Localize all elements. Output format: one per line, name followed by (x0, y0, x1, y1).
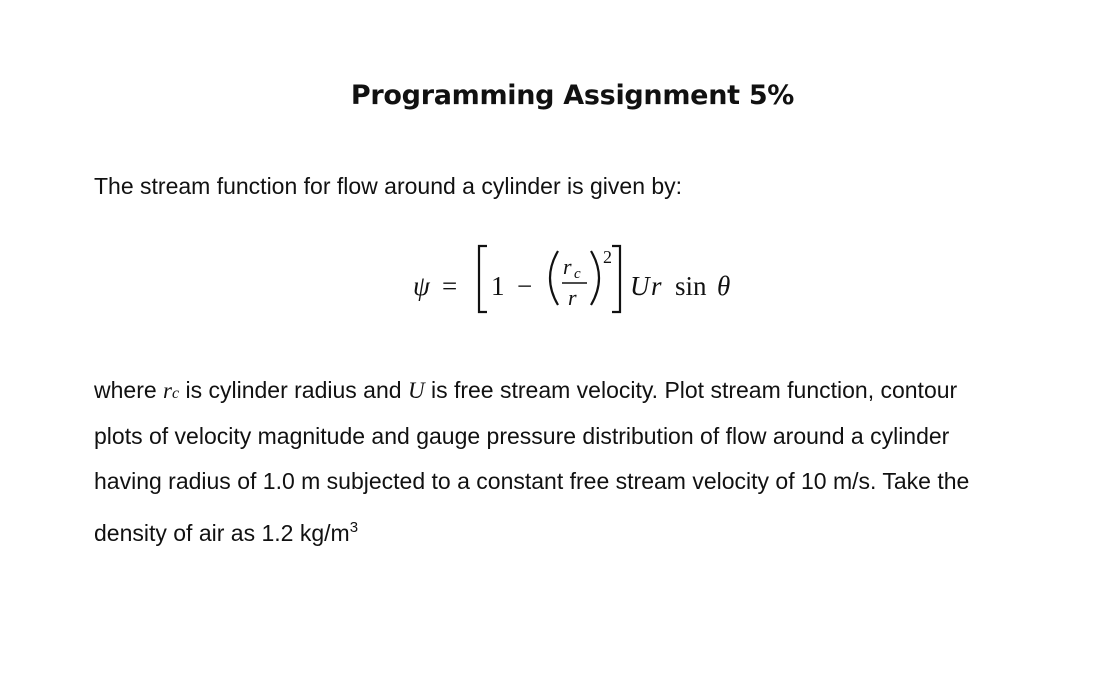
intro-text: The stream function for flow around a cylinder is given by: (94, 173, 683, 199)
exponent: 2 (603, 247, 612, 267)
paragraph-line-3: having radius of 1.0 m subjected to a constant free stream velocity of 10 m/s. Take the (94, 468, 970, 494)
rc-variable: r (163, 378, 172, 403)
line4-text: density of air as 1.2 kg/m (94, 519, 350, 546)
paragraph-line-4 (94, 505, 1069, 551)
minus-sign: − (517, 271, 533, 301)
right-paren (591, 251, 599, 305)
left-bracket (479, 246, 487, 312)
stream-function-equation (0, 232, 1108, 332)
paragraph-line-2: plots of velocity magnitude and gauge pressure distribution of flow around a cylinder (94, 422, 950, 449)
paragraph-line-1 (94, 368, 1069, 414)
rc-subscript: c (172, 385, 180, 402)
left-paren (550, 251, 558, 305)
number-one: 1 (491, 271, 505, 301)
velocity-U: U (630, 271, 650, 301)
right-bracket (612, 246, 620, 312)
line1-post: is free stream velocity. Plot stream function, contour (424, 377, 958, 403)
equals-sign: = (442, 271, 458, 301)
cubic-superscript: 3 (349, 518, 359, 536)
problem-description (94, 368, 1069, 550)
assignment-title: Programming Assignment 5% (350, 80, 795, 111)
line1-pre: where (94, 377, 164, 403)
radius-r: r (651, 271, 662, 301)
theta-symbol: θ (717, 271, 731, 301)
line1-mid: is cylinder radius and (179, 377, 408, 403)
u-variable: U (407, 378, 425, 403)
fraction-numerator: r (563, 254, 572, 279)
fraction-numerator-subscript: c (574, 266, 581, 282)
fraction-denominator: r (568, 285, 577, 310)
sine-function: sin (675, 271, 707, 301)
psi-symbol: ψ (413, 271, 430, 301)
